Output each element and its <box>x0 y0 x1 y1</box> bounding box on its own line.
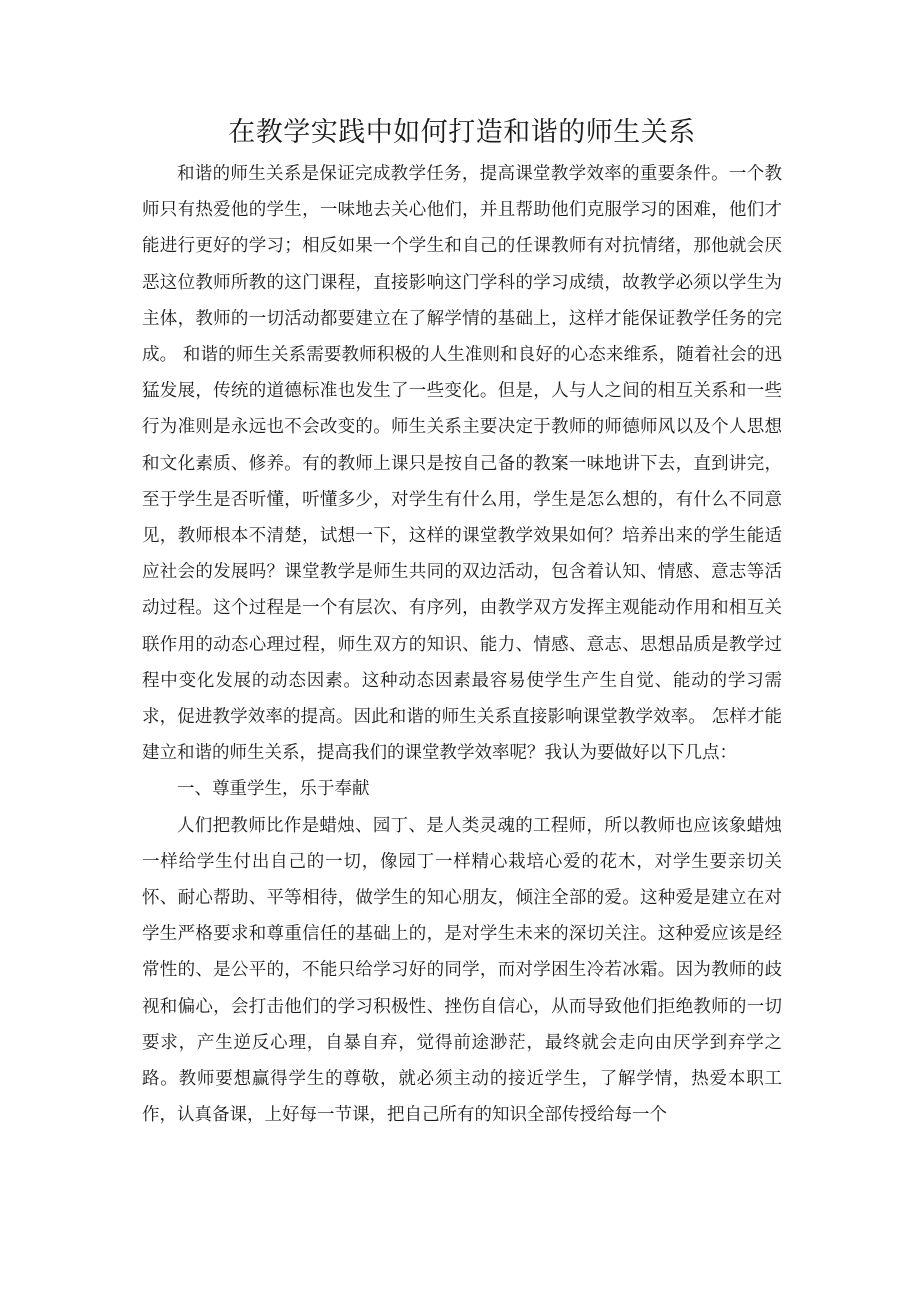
paragraph-intro: 和谐的师生关系是保证完成教学任务，提高课堂教学效率的重要条件。一个教师只有热爱他的学生，一味地去关心他们，并且帮助他们克服学习的困难，他们才能进行更好的学习；相反如果一个学生和自己的任课教师有对抗情绪，那他就会厌恶这位教师所教的这门课程，直接影响这门学科的学习成绩，故教学必须以学生为主体，教师的一切活动都要建立在了解学情的基础上，这样才能保证教学任务的完成。 和谐的师生关系需要教师积极的人生准则和良好的心态来维系，随着社会的迅猛发展，传统的道德标准也发生了一些变化。但是，人与人之间的相互关系和一些行为准则是永远也不会改变的。师生关系主要决定于教师的师德师风以及个人思想和文化素质、修养。有的教师上课只是按自己备的教案一味地讲下去，直到讲完，至于学生是否听懂，听懂多少，对学生有什么用，学生是怎么想的，有什么不同意见，教师根本不清楚，试想一下，这样的课堂教学效果如何？培养出来的学生能适应社会的发展吗？课堂教学是师生共同的双边活动，包含着认知、情感、意志等活动过程。这个过程是一个有层次、有序列，由教学双方发挥主观能动作用和相互关联作用的动态心理过程，师生双方的知识、能力、情感、意志、思想品质是教学过程中变化发展的动态因素。这种动态因素最容易使学生产生自觉、能动的学习需求，促进教学效率的提高。因此和谐的师生关系直接影响课堂教学效率。 怎样才能建立和谐的师生关系，提高我们的课堂教学效率呢？我认为要做好以下几点： <box>142 164 782 764</box>
document-title: 在教学实践中如何打造和谐的师生关系 <box>228 117 696 148</box>
section-heading-1: 一、尊重学生，乐于奉献 <box>177 779 370 800</box>
document-page <box>142 112 782 1133</box>
paragraph-section-1: 人们把教师比作是蜡烛、园丁、是人类灵魂的工程师，所以教师也应该象蜡烛一样给学生付出自己的一切，像园丁一样精心栽培心爱的花木，对学生要亲切关怀、耐心帮助、平等相待，做学生的知心朋友，倾注全部的爱。这种爱是建立在对学生严格要求和尊重信任的基础上的，是对学生未来的深切关注。这种爱应该是经常性的、是公平的，不能只给学习好的同学，而对学困生冷若冰霜。因为教师的歧视和偏心，会打击他们的学习积极性、挫伤自信心，从而导致他们拒绝教师的一切要求，产生逆反心理，自暴自弃，觉得前途渺茫，最终就会走向由厌学到弃学之路。教师要想赢得学生的尊敬，就必须主动的接近学生，了解学情，热爱本职工作，认真备课，上好每一节课，把自己所有的知识全部传授给每一个 <box>142 815 782 1126</box>
